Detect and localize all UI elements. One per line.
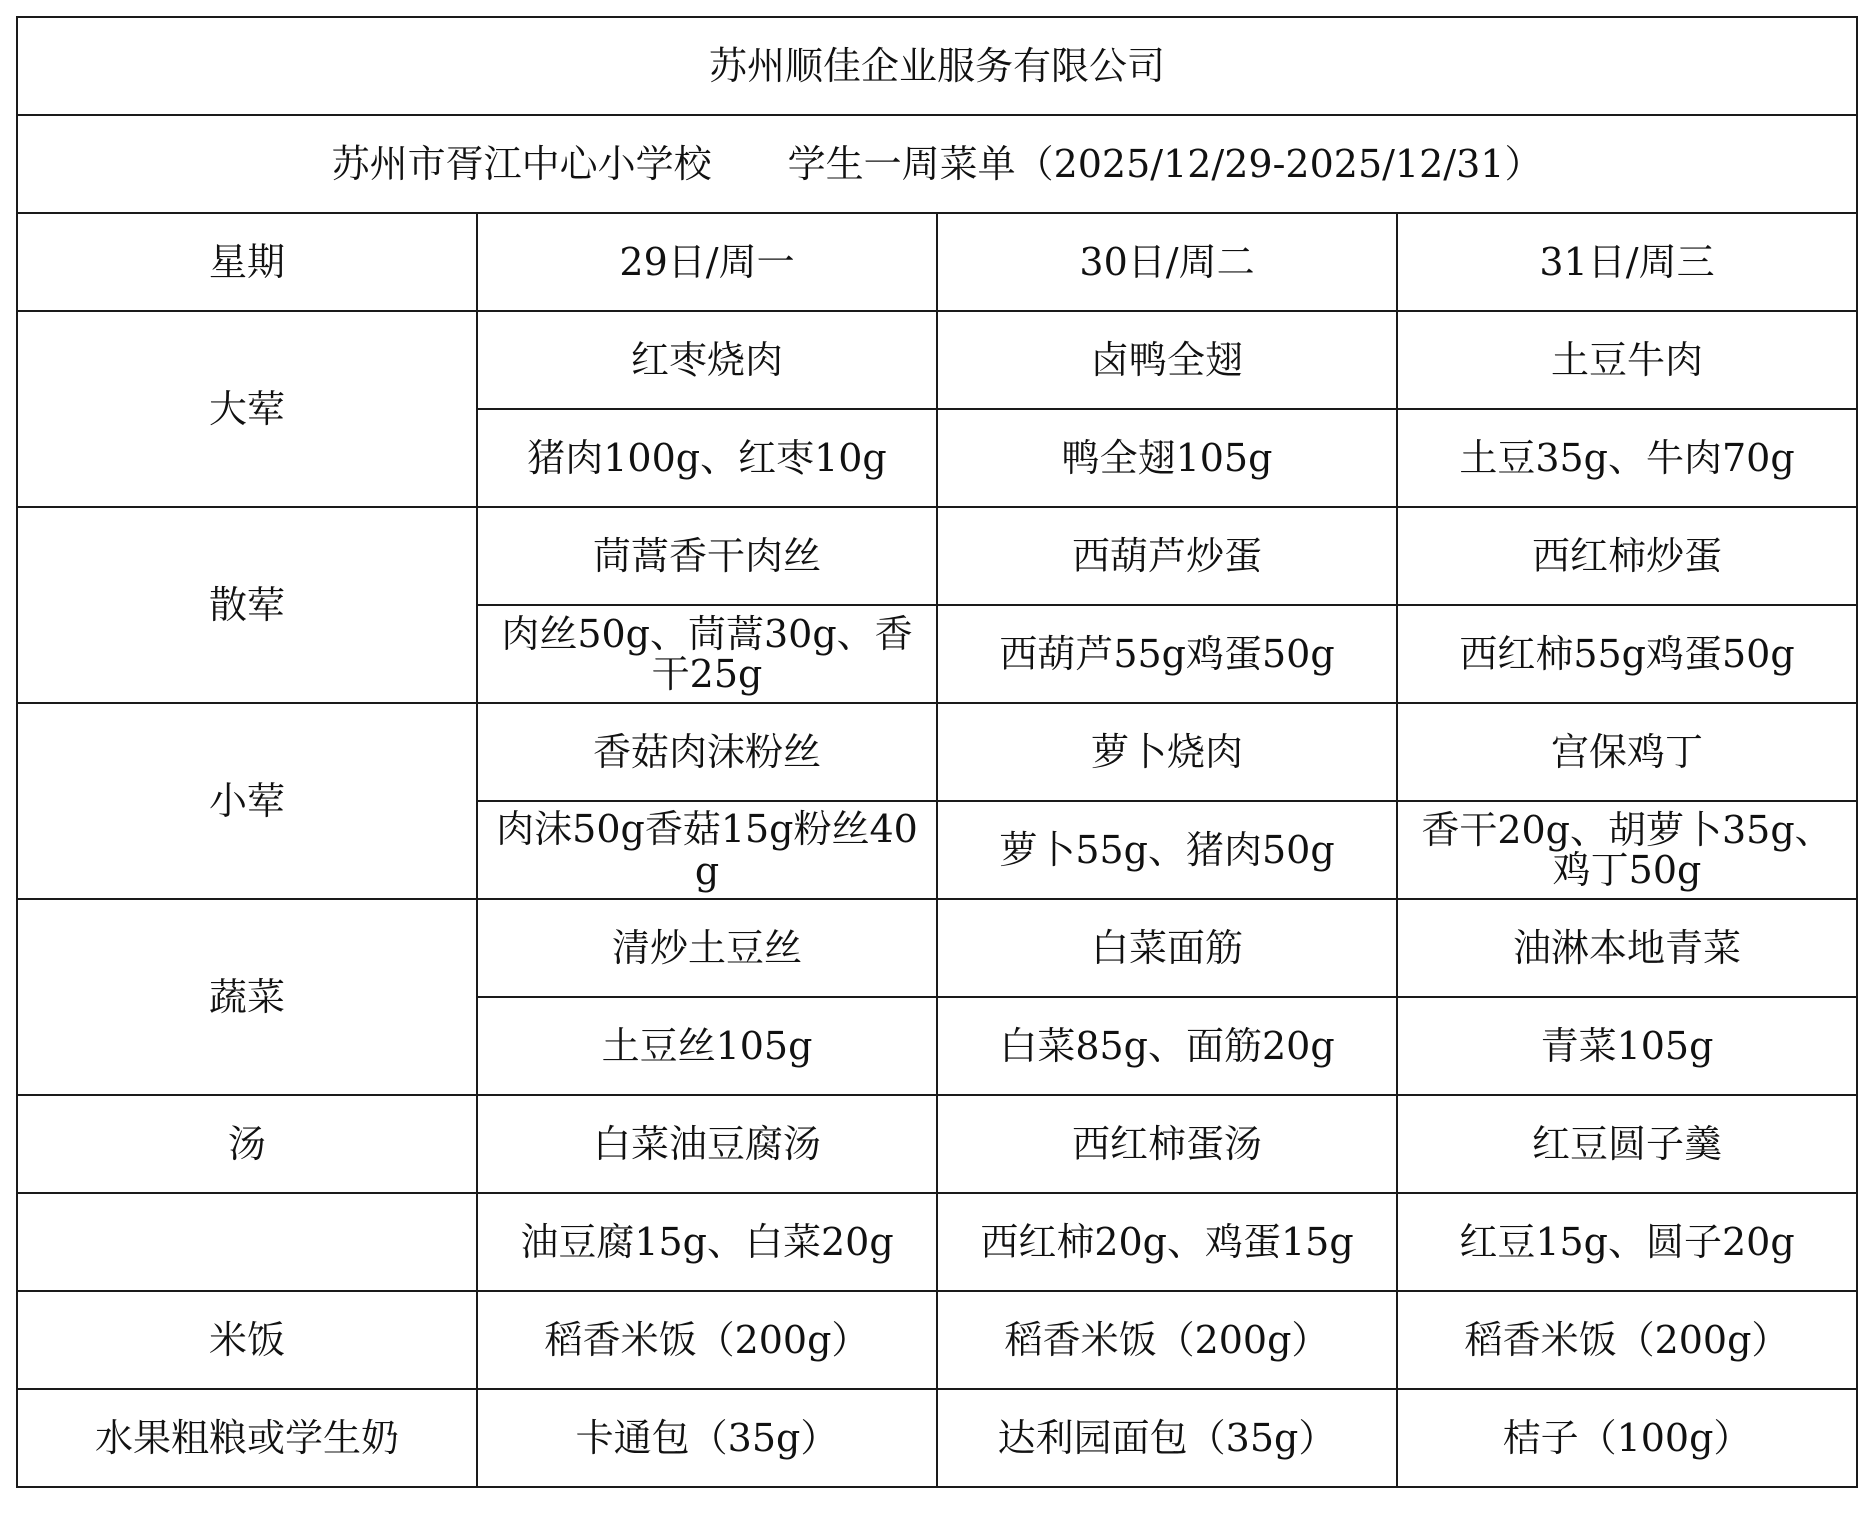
dish-name: 白菜面筋 [937, 899, 1397, 997]
dish-name: 宫保鸡丁 [1397, 703, 1857, 801]
ingredient-detail: 鸭全翅105g [937, 409, 1397, 507]
category-label-main-meat: 大荤 [17, 311, 477, 507]
menu-subtitle: 苏州市胥江中心小学校 学生一周菜单（2025/12/29-2025/12/31） [17, 115, 1857, 213]
snack-item: 卡通包（35g） [477, 1389, 937, 1487]
dish-name: 香菇肉沫粉丝 [477, 703, 937, 801]
rice-item: 稻香米饭（200g） [937, 1291, 1397, 1389]
ingredient-detail: 肉沫50g香菇15g粉丝40g [477, 801, 937, 899]
category-label-mixed-meat: 散荤 [17, 507, 477, 703]
snack-row [17, 1389, 1857, 1487]
dish-name: 红豆圆子羹 [1397, 1095, 1857, 1193]
dish-name: 清炒土豆丝 [477, 899, 937, 997]
dish-name: 萝卜烧肉 [937, 703, 1397, 801]
rice-item: 稻香米饭（200g） [1397, 1291, 1857, 1389]
ingredient-detail: 肉丝50g、茼蒿30g、香干25g [477, 605, 937, 703]
category-label-snack: 水果粗粮或学生奶 [17, 1389, 477, 1487]
weekday-label: 星期 [17, 213, 477, 311]
dish-name: 西红柿蛋汤 [937, 1095, 1397, 1193]
dish-name: 西红柿炒蛋 [1397, 507, 1857, 605]
day-header-row [17, 213, 1857, 311]
ingredient-detail: 西红柿55g鸡蛋50g [1397, 605, 1857, 703]
dish-name: 红枣烧肉 [477, 311, 937, 409]
company-name: 苏州顺佳企业服务有限公司 [17, 17, 1857, 115]
company-row [17, 17, 1857, 115]
ingredient-detail: 油豆腐15g、白菜20g [477, 1193, 937, 1291]
ingredient-detail: 西红柿20g、鸡蛋15g [937, 1193, 1397, 1291]
dish-name: 白菜油豆腐汤 [477, 1095, 937, 1193]
ingredient-detail: 红豆15g、圆子20g [1397, 1193, 1857, 1291]
ingredient-detail: 猪肉100g、红枣10g [477, 409, 937, 507]
day-header-mon: 29日/周一 [477, 213, 937, 311]
day-header-tue: 30日/周二 [937, 213, 1397, 311]
category-label-rice: 米饭 [17, 1291, 477, 1389]
snack-item: 桔子（100g） [1397, 1389, 1857, 1487]
soup-dish-row [17, 1095, 1857, 1193]
day-header-wed: 31日/周三 [1397, 213, 1857, 311]
soup-detail-row [17, 1193, 1857, 1291]
category-label-vegetable: 蔬菜 [17, 899, 477, 1095]
dish-name: 油淋本地青菜 [1397, 899, 1857, 997]
rice-item: 稻香米饭（200g） [477, 1291, 937, 1389]
ingredient-detail: 青菜105g [1397, 997, 1857, 1095]
vegetable-dish-row [17, 899, 1857, 997]
rice-row [17, 1291, 1857, 1389]
snack-item: 达利园面包（35g） [937, 1389, 1397, 1487]
subtitle-row [17, 115, 1857, 213]
category-label-soup: 汤 [17, 1095, 477, 1193]
ingredient-detail: 白菜85g、面筋20g [937, 997, 1397, 1095]
main-meat-dish-row [17, 311, 1857, 409]
dish-name: 茼蒿香干肉丝 [477, 507, 937, 605]
dish-name: 西葫芦炒蛋 [937, 507, 1397, 605]
dish-name: 卤鸭全翅 [937, 311, 1397, 409]
ingredient-detail: 土豆丝105g [477, 997, 937, 1095]
weekly-menu-table [16, 16, 1858, 1488]
dish-name: 土豆牛肉 [1397, 311, 1857, 409]
empty-label-cell [17, 1193, 477, 1291]
ingredient-detail: 西葫芦55g鸡蛋50g [937, 605, 1397, 703]
ingredient-detail: 萝卜55g、猪肉50g [937, 801, 1397, 899]
ingredient-detail: 香干20g、胡萝卜35g、鸡丁50g [1397, 801, 1857, 899]
category-label-small-meat: 小荤 [17, 703, 477, 899]
ingredient-detail: 土豆35g、牛肉70g [1397, 409, 1857, 507]
mixed-meat-dish-row [17, 507, 1857, 605]
small-meat-dish-row [17, 703, 1857, 801]
